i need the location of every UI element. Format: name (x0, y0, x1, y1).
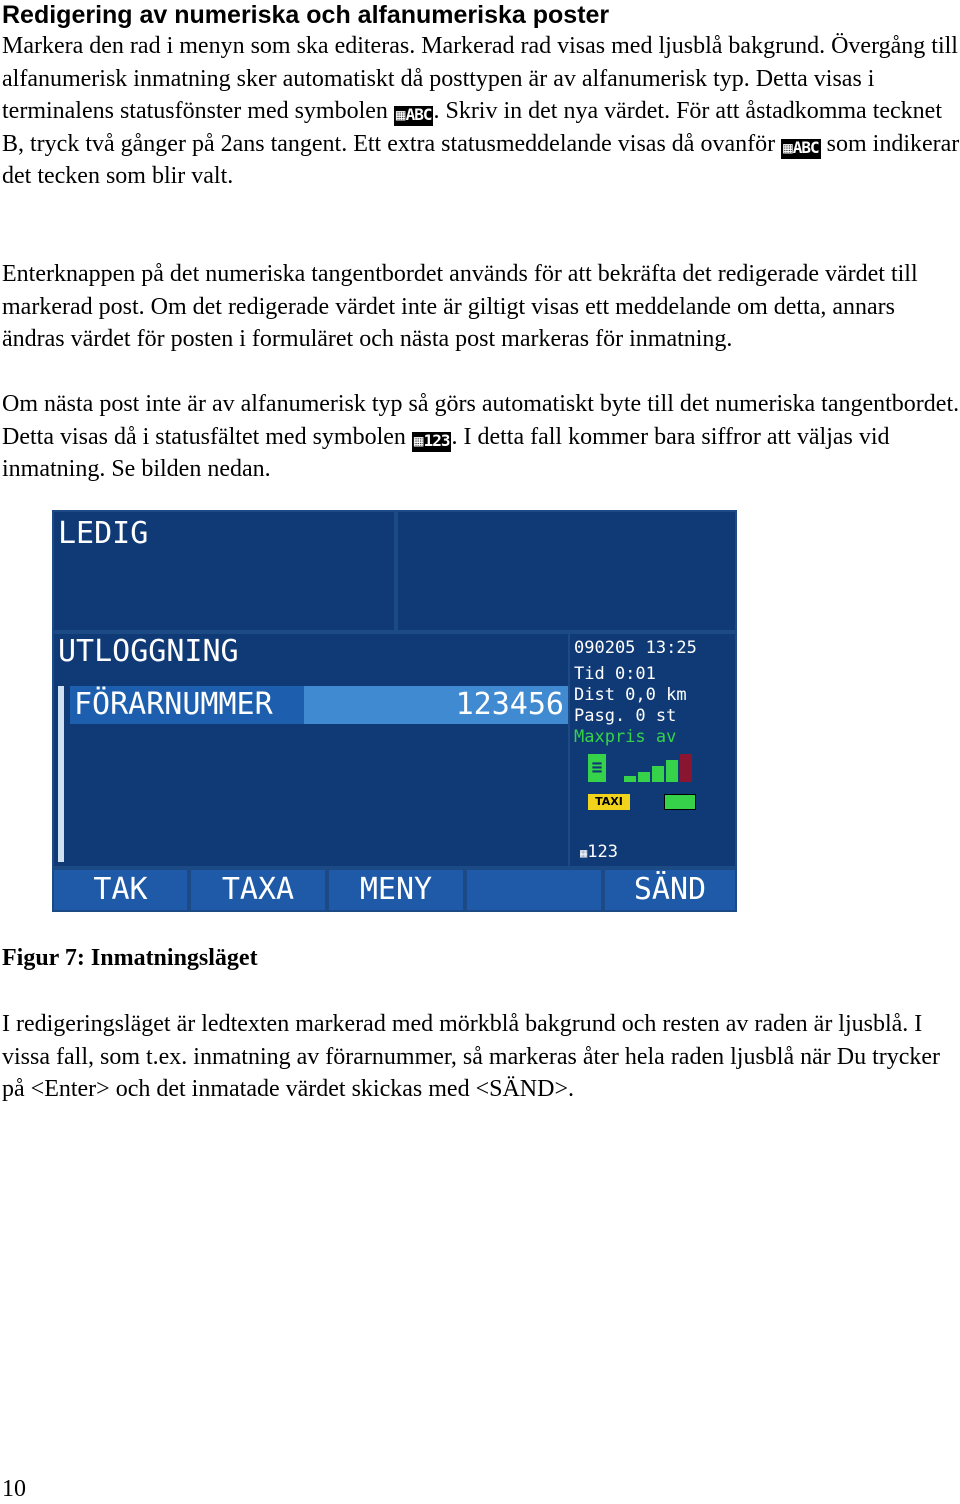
numeric-keyboard-icon: ▦ 123 (413, 430, 450, 450)
terminal-status-panel (570, 634, 735, 866)
terminal-top-left-panel (54, 512, 394, 630)
menu-row-value: 123456 (455, 687, 564, 722)
abc-keyboard-icon: ▦ ABC (783, 137, 819, 157)
terminal-top-right-panel (398, 512, 735, 630)
signal-strength-icon (624, 754, 694, 782)
paragraph-text: . I detta fall kommer bara siffror att väljas vid inmatning. Se bilden nedan. (2, 423, 890, 483)
paragraph-alphanumeric-input (2, 30, 960, 193)
status-ledig: LEDIG (58, 516, 149, 551)
section-heading: Redigering av numeriska och alfanumeriska poster (2, 1, 610, 29)
terminal-menu-panel (54, 634, 568, 866)
button-empty[interactable] (467, 870, 601, 910)
taxi-sign-icon: TAXI (588, 794, 630, 810)
paragraph-numeric-keyboard (2, 388, 960, 486)
menu-row-forarnummer[interactable] (70, 686, 568, 724)
paragraph-text: Markera den rad i menyn som ska editeras. Markerad rad visas med ljusblå bakgrund. Övergång till alfanumerisk inmatning sker automatiskt då posttypen är av alfanumerisk typ. Detta visas i terminalens statusfönster med symbolen (2, 33, 958, 125)
page-number: 10 (2, 1476, 26, 1502)
status-maxpris: Maxpris av (574, 727, 677, 747)
abc-keyboard-icon: ▦ ABC (395, 105, 432, 125)
paragraph-enter-key: Enterknappen på det numeriska tangentbordet används för att bekräfta det redigerade värdet till markerad post. Om det redigerade värdet inte är giltigt visas ett meddelande om detta, annars ändras värdet för posten i formuläret och nästa post markeras för inmatning. (2, 261, 918, 353)
scrollbar[interactable] (58, 686, 64, 862)
menu-row-label: FÖRARNUMMER (70, 686, 304, 724)
button-taxa[interactable]: TAXA (191, 870, 325, 910)
gps-icon: ≡ (588, 754, 606, 782)
paragraph-editing-mode: I redigeringsläget är ledtexten markerad med mörkblå bakgrund och resten av raden är ljusblå. I vissa fall, som t.ex. inmatning av förarnummer, så markeras åter hela raden ljusblå när Du trycker på <Enter> och det inmatade värdet skickas med <SÄND>. (2, 1011, 941, 1103)
numeric-keyboard-icon: ▦ 123 (580, 842, 618, 862)
terminal-screenshot (52, 510, 737, 912)
button-tak[interactable]: TAK (54, 870, 187, 910)
menu-title: UTLOGGNING (58, 634, 239, 669)
paragraph-text: . Skriv in det nya värdet. För att åstadkomma tecknet B, tryck två gånger på 2ans tangent. Ett extra statusmeddelande visas då ovanför (2, 98, 943, 157)
button-meny[interactable]: MENY (329, 870, 463, 910)
status-pasg: Pasg. 0 st (574, 706, 677, 726)
status-dist: Dist 0,0 km (574, 685, 687, 705)
button-sand[interactable]: SÄND (605, 870, 735, 910)
paragraph-text: som indikerar det tecken som blir valt. (2, 130, 960, 190)
status-datetime: 090205 13:25 (574, 638, 697, 658)
status-tid: Tid 0:01 (574, 664, 656, 684)
figure-caption: Figur 7: Inmatningsläget (2, 945, 258, 971)
paragraph-text: Om nästa post inte är av alfanumerisk typ så görs automatiskt byte till det numeriska tangentbordet. Detta visas då i statusfältet med symbolen (2, 391, 960, 450)
indicator-icon (664, 794, 696, 810)
